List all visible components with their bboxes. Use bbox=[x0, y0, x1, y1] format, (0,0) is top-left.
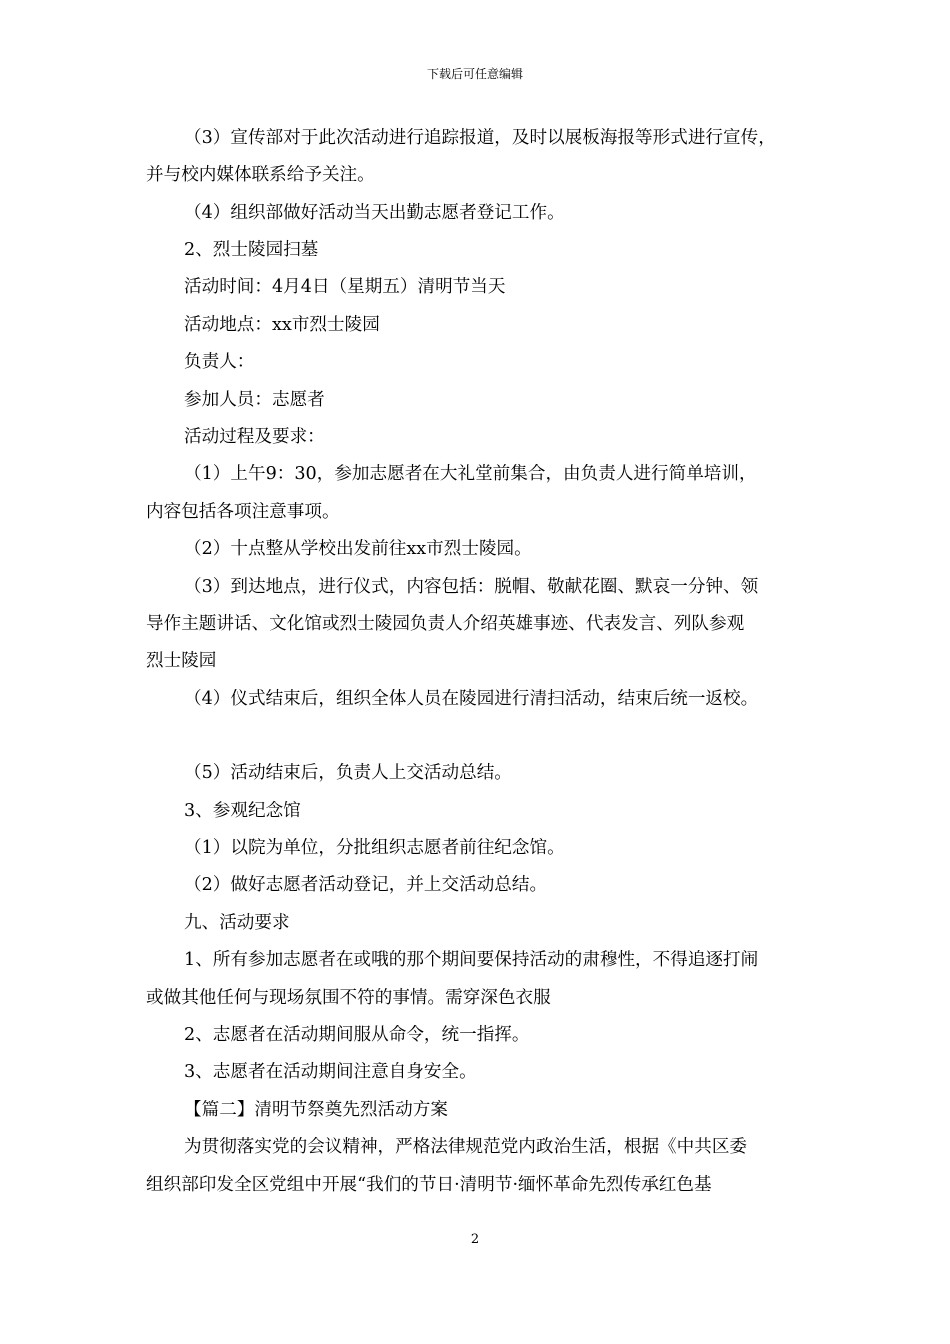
paragraph-line: 2、志愿者在活动期间服从命令，统一指挥。 bbox=[184, 1025, 530, 1045]
paragraph-line: （2）做好志愿者活动登记，并上交活动总结。 bbox=[184, 875, 548, 895]
paragraph-line: 内容包括各项注意事项。 bbox=[146, 502, 340, 522]
paragraph-line: 活动时间：4月4日（星期五）清明节当天 bbox=[184, 277, 506, 297]
paragraph-line: （4）仪式结束后，组织全体人员在陵园进行清扫活动，结束后统一返校。 bbox=[184, 689, 759, 709]
paragraph-line: （3）到达地点，进行仪式，内容包括：脱帽、敬献花圈、默哀一分钟、领 bbox=[184, 577, 759, 597]
paragraph-line: 为贯彻落实党的会议精神，严格法律规范党内政治生活，根据《中共区委 bbox=[184, 1137, 748, 1157]
paragraph-line: （4）组织部做好活动当天出勤志愿者登记工作。 bbox=[184, 203, 565, 223]
paragraph-line: 活动过程及要求： bbox=[184, 427, 325, 447]
paragraph-line: （5）活动结束后，负责人上交活动总结。 bbox=[184, 763, 512, 783]
paragraph-line: 1、所有参加志愿者在或哦的那个期间要保持活动的肃穆性，不得追逐打闹 bbox=[184, 950, 759, 970]
paragraph-line: 参加人员：志愿者 bbox=[184, 390, 325, 410]
section-heading: 【篇二】清明节祭奠先烈活动方案 bbox=[184, 1100, 448, 1120]
page-header: 下载后可任意编辑 bbox=[426, 67, 523, 81]
paragraph-line: 导作主题讲话、文化馆或烈士陵园负责人介绍英雄事迹、代表发言、列队参观 bbox=[146, 614, 745, 634]
paragraph-line: （1）上午9：30，参加志愿者在大礼堂前集合，由负责人进行简单培训， bbox=[184, 464, 757, 484]
paragraph-line: 烈士陵园 bbox=[146, 651, 217, 671]
section-heading: 2、烈士陵园扫墓 bbox=[184, 240, 319, 260]
paragraph-line: （3）宣传部对于此次活动进行追踪报道，及时以展板海报等形式进行宣传， bbox=[184, 128, 776, 148]
paragraph-line: 组织部印发全区党组中开展“我们的节日·清明节·缅怀革命先烈传承红色基 bbox=[146, 1175, 712, 1195]
paragraph-line: 活动地点：xx市烈士陵园 bbox=[184, 315, 380, 335]
paragraph-line: 或做其他任何与现场氛围不符的事情。需穿深色衣服 bbox=[146, 988, 551, 1008]
page-number: 2 bbox=[470, 1232, 480, 1247]
paragraph-line: 3、志愿者在活动期间注意自身安全。 bbox=[184, 1062, 477, 1082]
paragraph-line: 负责人： bbox=[184, 352, 255, 372]
paragraph-line: （1）以院为单位，分批组织志愿者前往纪念馆。 bbox=[184, 838, 565, 858]
section-heading: 3、参观纪念馆 bbox=[184, 801, 301, 821]
section-heading: 九、活动要求 bbox=[184, 913, 290, 933]
paragraph-line: （2）十点整从学校出发前往xx市烈士陵园。 bbox=[184, 539, 532, 559]
paragraph-line: 并与校内媒体联系给予关注。 bbox=[146, 165, 375, 185]
